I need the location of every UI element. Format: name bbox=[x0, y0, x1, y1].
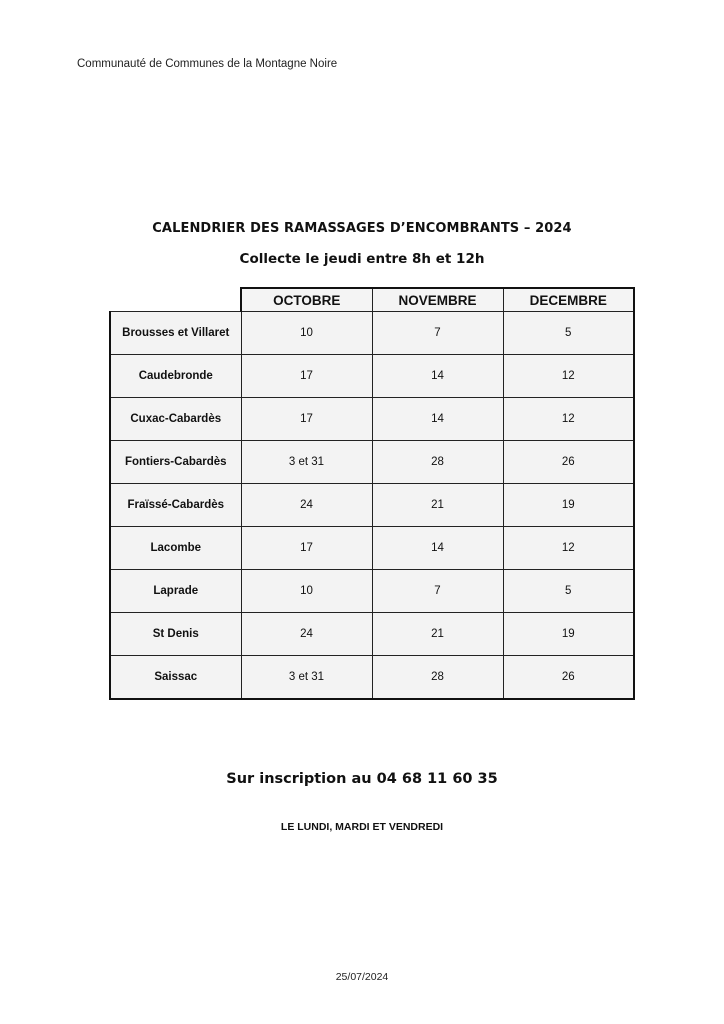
column-header-month: OCTOBRE bbox=[241, 288, 372, 312]
collection-date-cell: 3 et 31 bbox=[241, 656, 372, 700]
table-row bbox=[110, 656, 634, 700]
town-name: Saissac bbox=[110, 656, 241, 700]
table-row bbox=[110, 355, 634, 398]
page-subtitle: Collecte le jeudi entre 8h et 12h bbox=[239, 251, 485, 267]
collection-date-cell: 14 bbox=[372, 527, 503, 570]
table-row bbox=[110, 613, 634, 656]
collection-date-cell: 21 bbox=[372, 613, 503, 656]
table-row bbox=[110, 484, 634, 527]
collection-date-cell: 3 et 31 bbox=[241, 441, 372, 484]
collection-date-cell: 26 bbox=[503, 441, 634, 484]
collection-date-cell: 17 bbox=[241, 527, 372, 570]
collection-date-cell: 5 bbox=[503, 312, 634, 355]
collection-date-cell: 7 bbox=[372, 312, 503, 355]
registration-days: LE LUNDI, MARDI ET VENDREDI bbox=[280, 821, 444, 833]
collection-date-cell: 12 bbox=[503, 398, 634, 441]
collection-date-cell: 24 bbox=[241, 484, 372, 527]
organization-header: Communauté de Communes de la Montagne Noire bbox=[77, 58, 338, 70]
collection-date-cell: 26 bbox=[503, 656, 634, 700]
collection-date-cell: 17 bbox=[241, 398, 372, 441]
table-corner bbox=[110, 288, 241, 312]
page-title: CALENDRIER DES RAMASSAGES D’ENCOMBRANTS – 2024 bbox=[152, 221, 572, 236]
collection-calendar-table bbox=[109, 287, 635, 700]
town-name: Laprade bbox=[110, 570, 241, 613]
table-row bbox=[110, 527, 634, 570]
collection-date-cell: 10 bbox=[241, 570, 372, 613]
table-row bbox=[110, 570, 634, 613]
collection-date-cell: 19 bbox=[503, 484, 634, 527]
collection-date-cell: 19 bbox=[503, 613, 634, 656]
town-name: Lacombe bbox=[110, 527, 241, 570]
collection-date-cell: 7 bbox=[372, 570, 503, 613]
collection-date-cell: 5 bbox=[503, 570, 634, 613]
collection-date-cell: 12 bbox=[503, 527, 634, 570]
collection-date-cell: 10 bbox=[241, 312, 372, 355]
town-name: St Denis bbox=[110, 613, 241, 656]
town-name: Caudebronde bbox=[110, 355, 241, 398]
table-row bbox=[110, 312, 634, 355]
town-name: Fontiers-Cabardès bbox=[110, 441, 241, 484]
town-name: Fraïssé-Cabardès bbox=[110, 484, 241, 527]
footer-date: 25/07/2024 bbox=[335, 971, 389, 983]
column-header-month: DECEMBRE bbox=[503, 288, 634, 312]
collection-date-cell: 14 bbox=[372, 398, 503, 441]
registration-phone: Sur inscription au 04 68 11 60 35 bbox=[226, 771, 498, 787]
collection-date-cell: 12 bbox=[503, 355, 634, 398]
table-header-row bbox=[110, 288, 634, 312]
collection-date-cell: 28 bbox=[372, 441, 503, 484]
town-name: Brousses et Villaret bbox=[110, 312, 241, 355]
table-row bbox=[110, 398, 634, 441]
collection-date-cell: 24 bbox=[241, 613, 372, 656]
column-header-month: NOVEMBRE bbox=[372, 288, 503, 312]
collection-date-cell: 28 bbox=[372, 656, 503, 700]
table-row bbox=[110, 441, 634, 484]
collection-date-cell: 14 bbox=[372, 355, 503, 398]
collection-date-cell: 21 bbox=[372, 484, 503, 527]
collection-date-cell: 17 bbox=[241, 355, 372, 398]
town-name: Cuxac-Cabardès bbox=[110, 398, 241, 441]
